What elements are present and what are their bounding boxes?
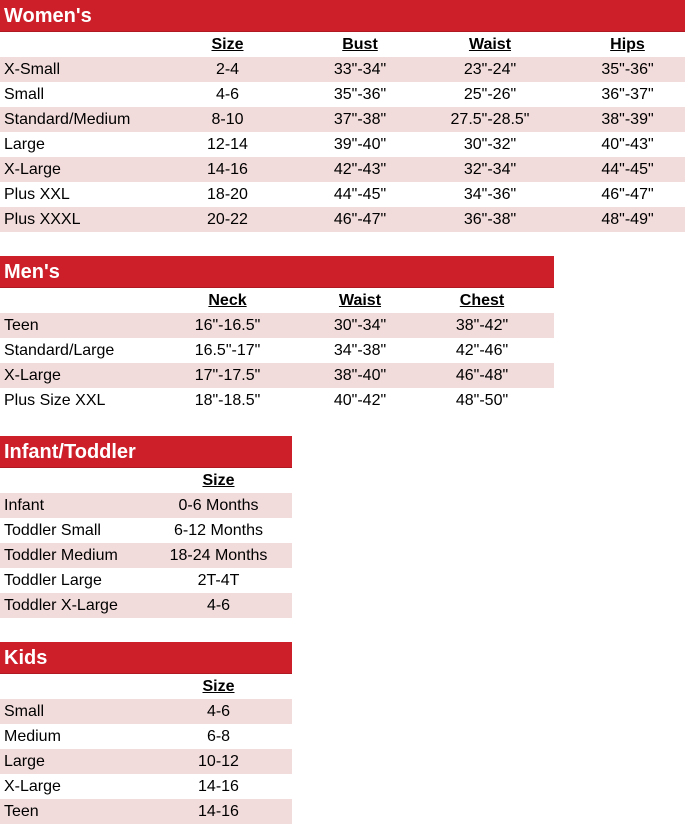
table-cell: 42"-43" [333, 161, 387, 178]
table-cell: 46"-48" [455, 367, 509, 384]
women-col-header: Waist [468, 36, 512, 53]
infant-section [0, 436, 292, 618]
kids-col-header [0, 674, 145, 699]
table-cell: 23"-24" [463, 61, 517, 78]
table-cell: 34"-38" [333, 342, 387, 359]
row-label: X-Large [4, 161, 61, 178]
table-cell: 16"-16.5" [194, 317, 261, 334]
row-label: X-Small [4, 61, 61, 78]
table-row [0, 82, 685, 107]
table-cell: 38"-42" [455, 317, 509, 334]
table-cell: 35"-36" [333, 86, 387, 103]
table-row [0, 388, 554, 413]
table-cell: 2T-4T [197, 572, 240, 589]
table-cell: 35"-36" [601, 61, 654, 78]
men-col-header [0, 288, 145, 313]
men-title: Men's [0, 256, 554, 288]
row-label: Standard/Medium [4, 111, 131, 128]
table-row [0, 493, 292, 518]
row-label: Small [4, 703, 45, 720]
table-cell: 39"-40" [333, 136, 387, 153]
table-row [0, 132, 685, 157]
table-row [0, 518, 292, 543]
kids-title: Kids [0, 642, 292, 674]
row-label: Large [4, 753, 45, 770]
kids-table [0, 674, 292, 824]
kids-section [0, 642, 292, 824]
table-cell: 4-6 [206, 597, 231, 614]
table-row [0, 593, 292, 618]
row-label: Small [4, 86, 45, 103]
men-table [0, 288, 554, 413]
infant-col-header [0, 468, 145, 493]
row-label: Large [4, 136, 45, 153]
row-label: Infant [4, 497, 45, 514]
table-cell: 14-16 [198, 778, 239, 795]
row-label: Plus XXL [4, 186, 70, 203]
women-title: Women's [0, 0, 685, 32]
table-cell: 37"-38" [333, 111, 387, 128]
row-label: Toddler Large [4, 572, 102, 589]
table-cell: 46"-47" [601, 186, 654, 203]
table-cell: 48"-49" [601, 211, 654, 228]
table-cell: 14-16 [198, 803, 239, 820]
table-cell: 27.5"-28.5" [450, 111, 530, 128]
women-col-header: Size [211, 36, 244, 53]
infant-col-header: Size [202, 472, 235, 489]
row-label: Plus Size XXL [4, 392, 106, 409]
table-cell: 2-4 [215, 61, 240, 78]
table-row [0, 207, 685, 232]
table-row [0, 699, 292, 724]
table-cell: 25"-26" [463, 86, 517, 103]
row-label: Toddler Small [4, 522, 101, 539]
row-label: Teen [4, 317, 39, 334]
table-row [0, 724, 292, 749]
table-cell: 46"-47" [333, 211, 387, 228]
table-cell: 8-10 [211, 111, 244, 128]
table-row [0, 107, 685, 132]
table-cell: 12-14 [207, 136, 248, 153]
infant-title: Infant/Toddler [0, 436, 292, 468]
men-col-header: Waist [338, 292, 382, 309]
table-row [0, 749, 292, 774]
kids-header-row [0, 674, 292, 699]
women-col-header [0, 32, 145, 57]
row-label: Medium [4, 728, 61, 745]
table-cell: 48"-50" [455, 392, 509, 409]
infant-table [0, 468, 292, 618]
table-row [0, 774, 292, 799]
table-cell: 44"-45" [333, 186, 387, 203]
row-label: Teen [4, 803, 39, 820]
table-cell: 42"-46" [455, 342, 509, 359]
table-cell: 33"-34" [333, 61, 387, 78]
table-row [0, 799, 292, 824]
table-row [0, 157, 685, 182]
women-table [0, 32, 685, 232]
kids-col-header: Size [202, 678, 235, 695]
table-row [0, 182, 685, 207]
women-col-header: Bust [342, 36, 378, 53]
table-row [0, 568, 292, 593]
row-label: Standard/Large [4, 342, 115, 359]
table-cell: 40"-43" [601, 136, 654, 153]
table-cell: 38"-40" [333, 367, 387, 384]
table-row [0, 338, 554, 363]
table-row [0, 57, 685, 82]
table-cell: 40"-42" [333, 392, 387, 409]
table-cell: 30"-34" [333, 317, 387, 334]
table-row [0, 363, 554, 388]
men-col-header: Chest [459, 292, 505, 309]
men-section [0, 256, 554, 413]
row-label: X-Large [4, 367, 61, 384]
table-cell: 18-20 [207, 186, 248, 203]
table-cell: 18"-18.5" [194, 392, 261, 409]
women-col-header: Hips [610, 36, 645, 53]
row-label: Toddler X-Large [4, 597, 118, 614]
table-cell: 32"-34" [463, 161, 517, 178]
row-label: X-Large [4, 778, 61, 795]
row-label: Plus XXXL [4, 211, 81, 228]
table-cell: 36"-37" [601, 86, 654, 103]
table-cell: 4-6 [215, 86, 240, 103]
table-cell: 30"-32" [463, 136, 517, 153]
table-cell: 16.5"-17" [194, 342, 261, 359]
women-header-row [0, 32, 685, 57]
infant-header-row [0, 468, 292, 493]
men-col-header: Neck [208, 292, 247, 309]
table-cell: 34"-36" [463, 186, 517, 203]
table-cell: 6-12 Months [174, 522, 263, 539]
table-cell: 14-16 [207, 161, 248, 178]
table-cell: 38"-39" [601, 111, 654, 128]
table-cell: 44"-45" [601, 161, 654, 178]
table-cell: 36"-38" [463, 211, 517, 228]
table-row [0, 313, 554, 338]
table-cell: 4-6 [206, 703, 231, 720]
women-section [0, 0, 685, 232]
table-cell: 18-24 Months [169, 547, 268, 564]
table-cell: 17"-17.5" [194, 367, 261, 384]
table-cell: 10-12 [198, 753, 239, 770]
table-cell: 0-6 Months [178, 497, 259, 514]
table-cell: 20-22 [207, 211, 248, 228]
table-row [0, 543, 292, 568]
men-header-row [0, 288, 554, 313]
table-cell: 6-8 [206, 728, 231, 745]
row-label: Toddler Medium [4, 547, 118, 564]
